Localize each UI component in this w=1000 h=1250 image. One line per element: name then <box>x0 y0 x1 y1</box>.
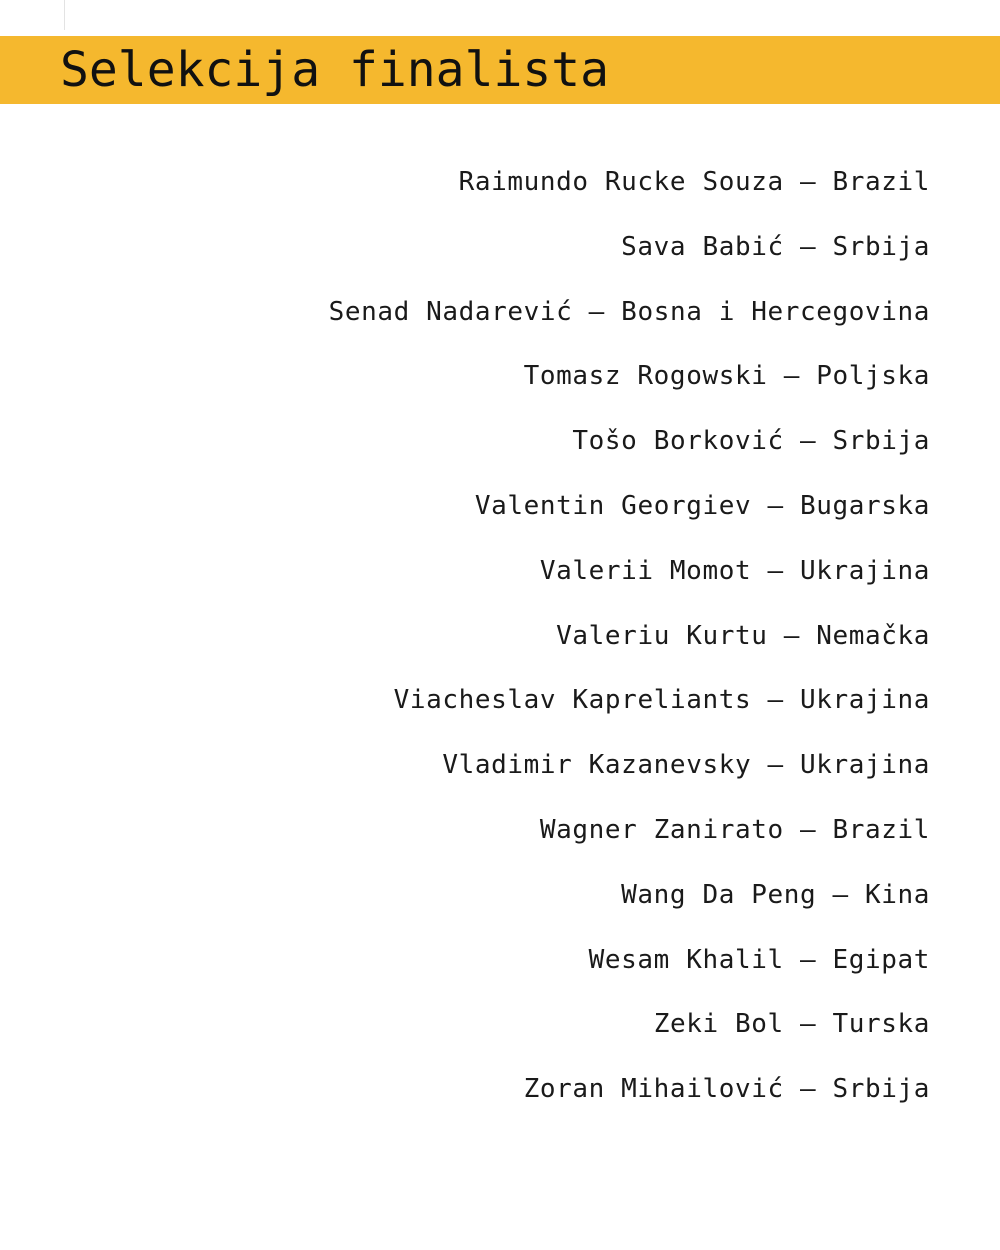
finalist-item: Wesam Khalil – Egipat <box>588 944 930 975</box>
finalist-item: Tomasz Rogowski – Poljska <box>523 361 930 392</box>
finalist-item: Senad Nadarević – Bosna i Hercegovina <box>328 296 930 327</box>
finalist-item: Valentin Georgiev – Bugarska <box>474 490 930 521</box>
finalist-item: Vladimir Kazanevsky – Ukrajina <box>442 750 930 781</box>
finalist-item: Viacheslav Kapreliants – Ukrajina <box>393 685 930 716</box>
page-title: Selekcija finalista <box>60 42 610 98</box>
finalist-item: Raimundo Rucke Souza – Brazil <box>458 167 930 197</box>
finalist-item: Zeki Bol – Turska <box>653 1009 930 1040</box>
finalist-item: Wang Da Peng – Kina <box>621 879 930 910</box>
title-banner <box>0 36 1000 104</box>
finalist-item: Valeriu Kurtu – Nemačka <box>556 620 930 651</box>
finalist-item: Sava Babić – Srbija <box>621 231 930 262</box>
finalist-item: Tošo Borković – Srbija <box>572 426 930 457</box>
top-divider-line <box>64 0 65 30</box>
finalist-list <box>329 150 930 1122</box>
finalist-item: Wagner Zanirato – Brazil <box>539 814 930 845</box>
finalist-item: Valerii Momot – Ukrajina <box>539 555 930 586</box>
finalist-item: Zoran Mihailović – Srbija <box>523 1074 930 1105</box>
